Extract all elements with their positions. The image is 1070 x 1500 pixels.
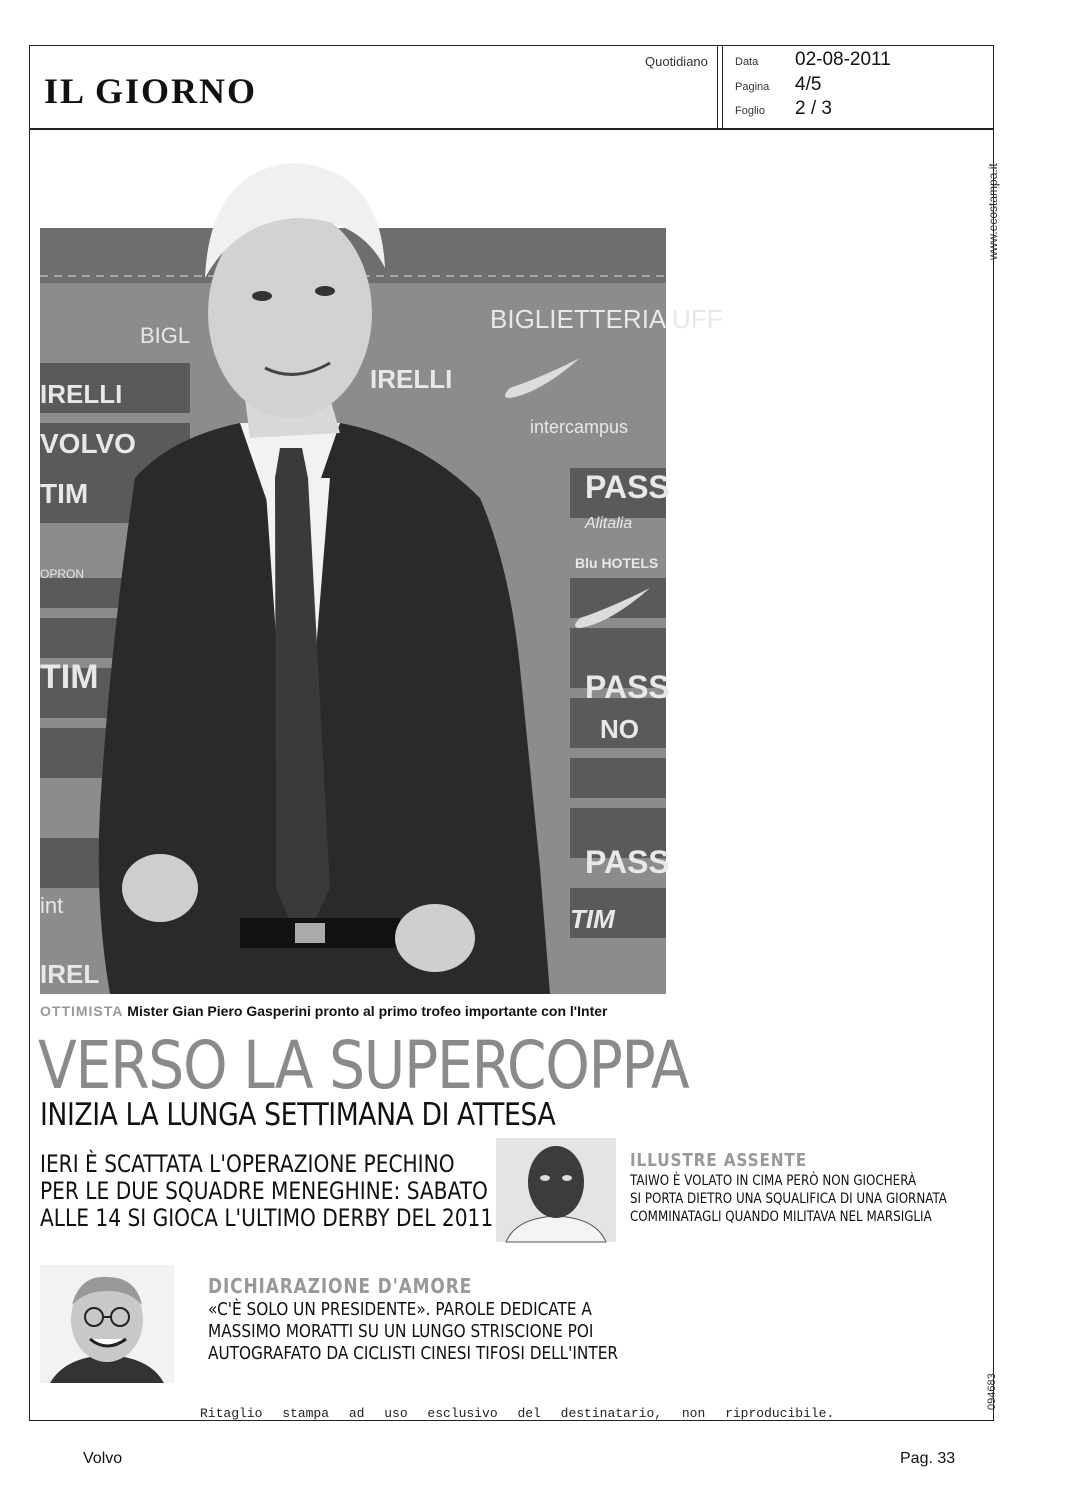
caption-kicker: OTTIMISTA: [40, 1003, 124, 1019]
meta-box: [717, 46, 995, 130]
lead-line: ALLE 14 SI GIOCA L'ULTIMO DERBY DEL 2011: [40, 1204, 494, 1232]
side-url-text: www.ecostampa.it: [986, 163, 1000, 260]
svg-text:PASS: PASS: [585, 844, 670, 880]
svg-text:intercampus: intercampus: [530, 417, 629, 437]
gasperini-photo: [40, 148, 723, 994]
side-url: [986, 140, 1006, 260]
dichiarazione-line: MASSIMO MORATTI SU UN LUNGO STRISCIONE POI: [208, 1321, 594, 1342]
masthead: IL GIORNO: [44, 71, 258, 111]
side-code: [986, 1350, 1006, 1410]
taiwo-photo: [496, 1138, 616, 1242]
taiwo-heading: ILLUSTRE ASSENTE: [630, 1150, 808, 1171]
footer-client: Volvo: [83, 1450, 123, 1467]
wall-text-bigl-uff: BIGLIETTERIA UFF: [490, 304, 723, 334]
subheadline: INIZIA LA LUNGA SETTIMANA DI ATTESA: [40, 1097, 556, 1133]
taiwo-line: SI PORTA DIETRO UNA SQUALIFICA DI UNA GIORNATA: [630, 1191, 947, 1207]
svg-text:PASS: PASS: [585, 469, 670, 505]
dichiarazione-line: AUTOGRAFATO DA CICLISTI CINESI TIFOSI DELL'INTER: [208, 1343, 618, 1364]
pagina-label: Pagina: [735, 81, 770, 93]
moratti-photo: [40, 1265, 174, 1383]
taiwo-line: COMMINATAGLI QUANDO MILITAVA NEL MARSIGLIA: [630, 1209, 932, 1225]
svg-text:NO: NO: [600, 714, 639, 744]
dichiarazione-heading: DICHIARAZIONE D'AMORE: [208, 1274, 473, 1298]
quotidiano-label: Quotidiano: [645, 54, 708, 69]
pagina-value: 4/5: [795, 74, 822, 95]
svg-text:OPRON: OPRON: [40, 567, 85, 581]
foglio-label: Foglio: [735, 105, 765, 117]
svg-text:IRELLI: IRELLI: [370, 364, 453, 394]
header-box: [29, 45, 994, 129]
dichiarazione-line: «C'È SOLO UN PRESIDENTE». PAROLE DEDICATE A: [208, 1299, 592, 1320]
svg-text:IREL: IREL: [40, 959, 100, 989]
svg-text:TIM: TIM: [40, 658, 99, 696]
footer-page: Pag. 33: [900, 1450, 956, 1467]
lead-line: PER LE DUE SQUADRE MENEGHINE: SABATO: [40, 1177, 488, 1205]
svg-text:int: int: [40, 893, 64, 918]
svg-text:IRELLI: IRELLI: [40, 379, 123, 409]
svg-text:BIGL: BIGL: [140, 323, 191, 348]
taiwo-text: [630, 1172, 947, 1226]
dichiarazione-text: [208, 1299, 618, 1365]
data-label: Data: [735, 56, 759, 68]
side-code-text: 094683: [986, 1373, 998, 1410]
lead-paragraph: [40, 1150, 494, 1232]
lead-line: IERI È SCATTATA L'OPERAZIONE PECHINO: [40, 1150, 455, 1178]
headline: VERSO LA SUPERCOPPA: [38, 1027, 689, 1104]
foglio-value: 2 / 3: [795, 98, 832, 119]
photo-caption: [40, 1003, 680, 1019]
ritaglio-disclaimer: Ritaglio stampa ad uso esclusivo del destinatario, non riproducibile.: [200, 1406, 835, 1421]
svg-text:TIM: TIM: [570, 904, 615, 934]
svg-text:Blu HOTELS: Blu HOTELS: [575, 555, 659, 571]
svg-text:TIM: TIM: [40, 478, 89, 509]
svg-text:Alitalia: Alitalia: [585, 515, 633, 532]
meta-inner: [722, 46, 996, 128]
svg-text:PASS: PASS: [585, 669, 670, 705]
data-value: 02-08-2011: [795, 49, 891, 70]
caption-text: Mister Gian Piero Gasperini pronto al primo trofeo importante con l'Inter: [127, 1003, 608, 1019]
svg-text:VOLVO: VOLVO: [40, 428, 136, 459]
taiwo-line: TAIWO È VOLATO IN CIMA PERÒ NON GIOCHERÀ: [630, 1173, 917, 1189]
